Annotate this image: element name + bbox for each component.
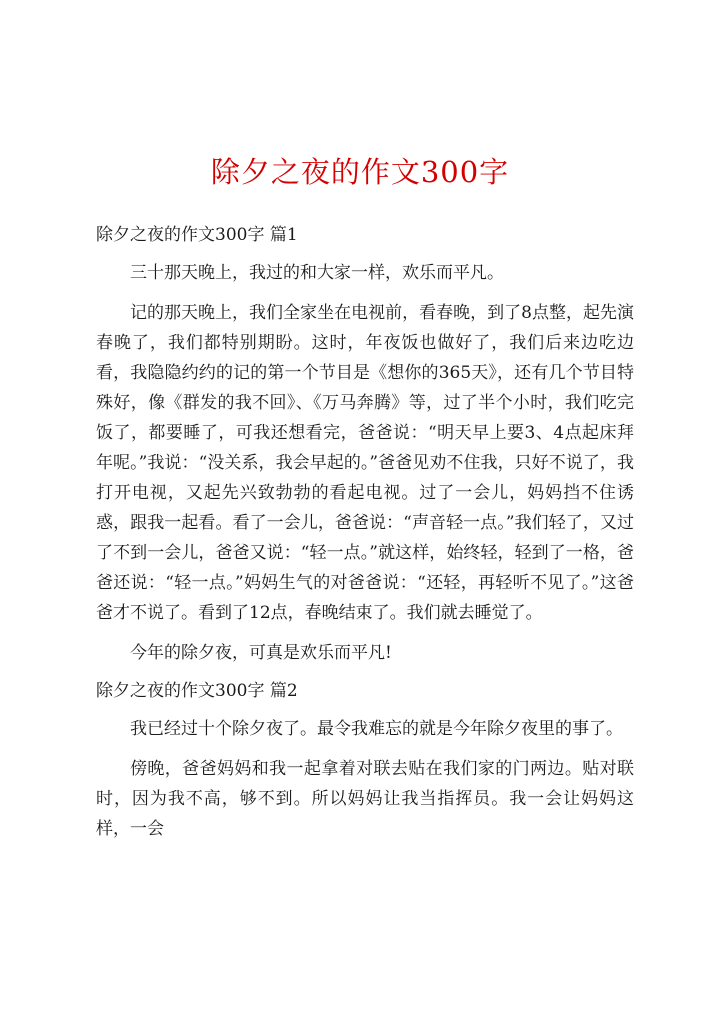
section-heading-2: 除夕之夜的作文300字 篇2 bbox=[96, 681, 298, 701]
paragraph: 今年的除夕夜，可真是欢乐而平凡! bbox=[130, 643, 392, 663]
paragraph: 三十那天晚上，我过的和大家一样，欢乐而平凡。 bbox=[130, 263, 504, 283]
paragraph: 我已经过十个除夕夜了。最令我难忘的就是今年除夕夜里的事了。 bbox=[130, 719, 623, 739]
document-title: 除夕之夜的作文300字 bbox=[210, 155, 510, 189]
section-heading-1: 除夕之夜的作文300字 篇1 bbox=[96, 225, 298, 245]
document-body bbox=[96, 220, 634, 844]
paragraph: 记的那天晚上，我们全家坐在电视前，看春晚，到了8点整，起先演春晚了，我们都特别期盼。这时，年夜饭也做好了，我们后来边吃边看，我隐隐约约的记的第一个节目是《想你的365天》，还有几个节目特殊好，像《群发的我不回》、《万马奔腾》等，过了半个小时，我们吃完饭了，都要睡了，可我还想看完，爸爸说：“明天早上要3、4点起床拜年呢。”我说：“没关系，我会早起的。”爸爸见劝不住我，只好不说了，我打开电视，又起先兴致勃勃的看起电视。过了一会儿，妈妈挡不住诱惑，跟我一起看。看了一会儿，爸爸说：“声音轻一点。”我们轻了，又过了不到一会儿，爸爸又说：“轻一点。”就这样，始终轻，轻到了一格，爸爸还说：“轻一点。”妈妈生气的对爸爸说：“还轻，再轻听不见了。”这爸爸才不说了。看到了12点，春晚结束了。我们就去睡觉了。 bbox=[96, 303, 634, 623]
paragraph: 傍晚，爸爸妈妈和我一起拿着对联去贴在我们家的门两边。贴对联时，因为我不高，够不到。所以妈妈让我当指挥员。我一会让妈妈这样，一会 bbox=[96, 759, 634, 839]
